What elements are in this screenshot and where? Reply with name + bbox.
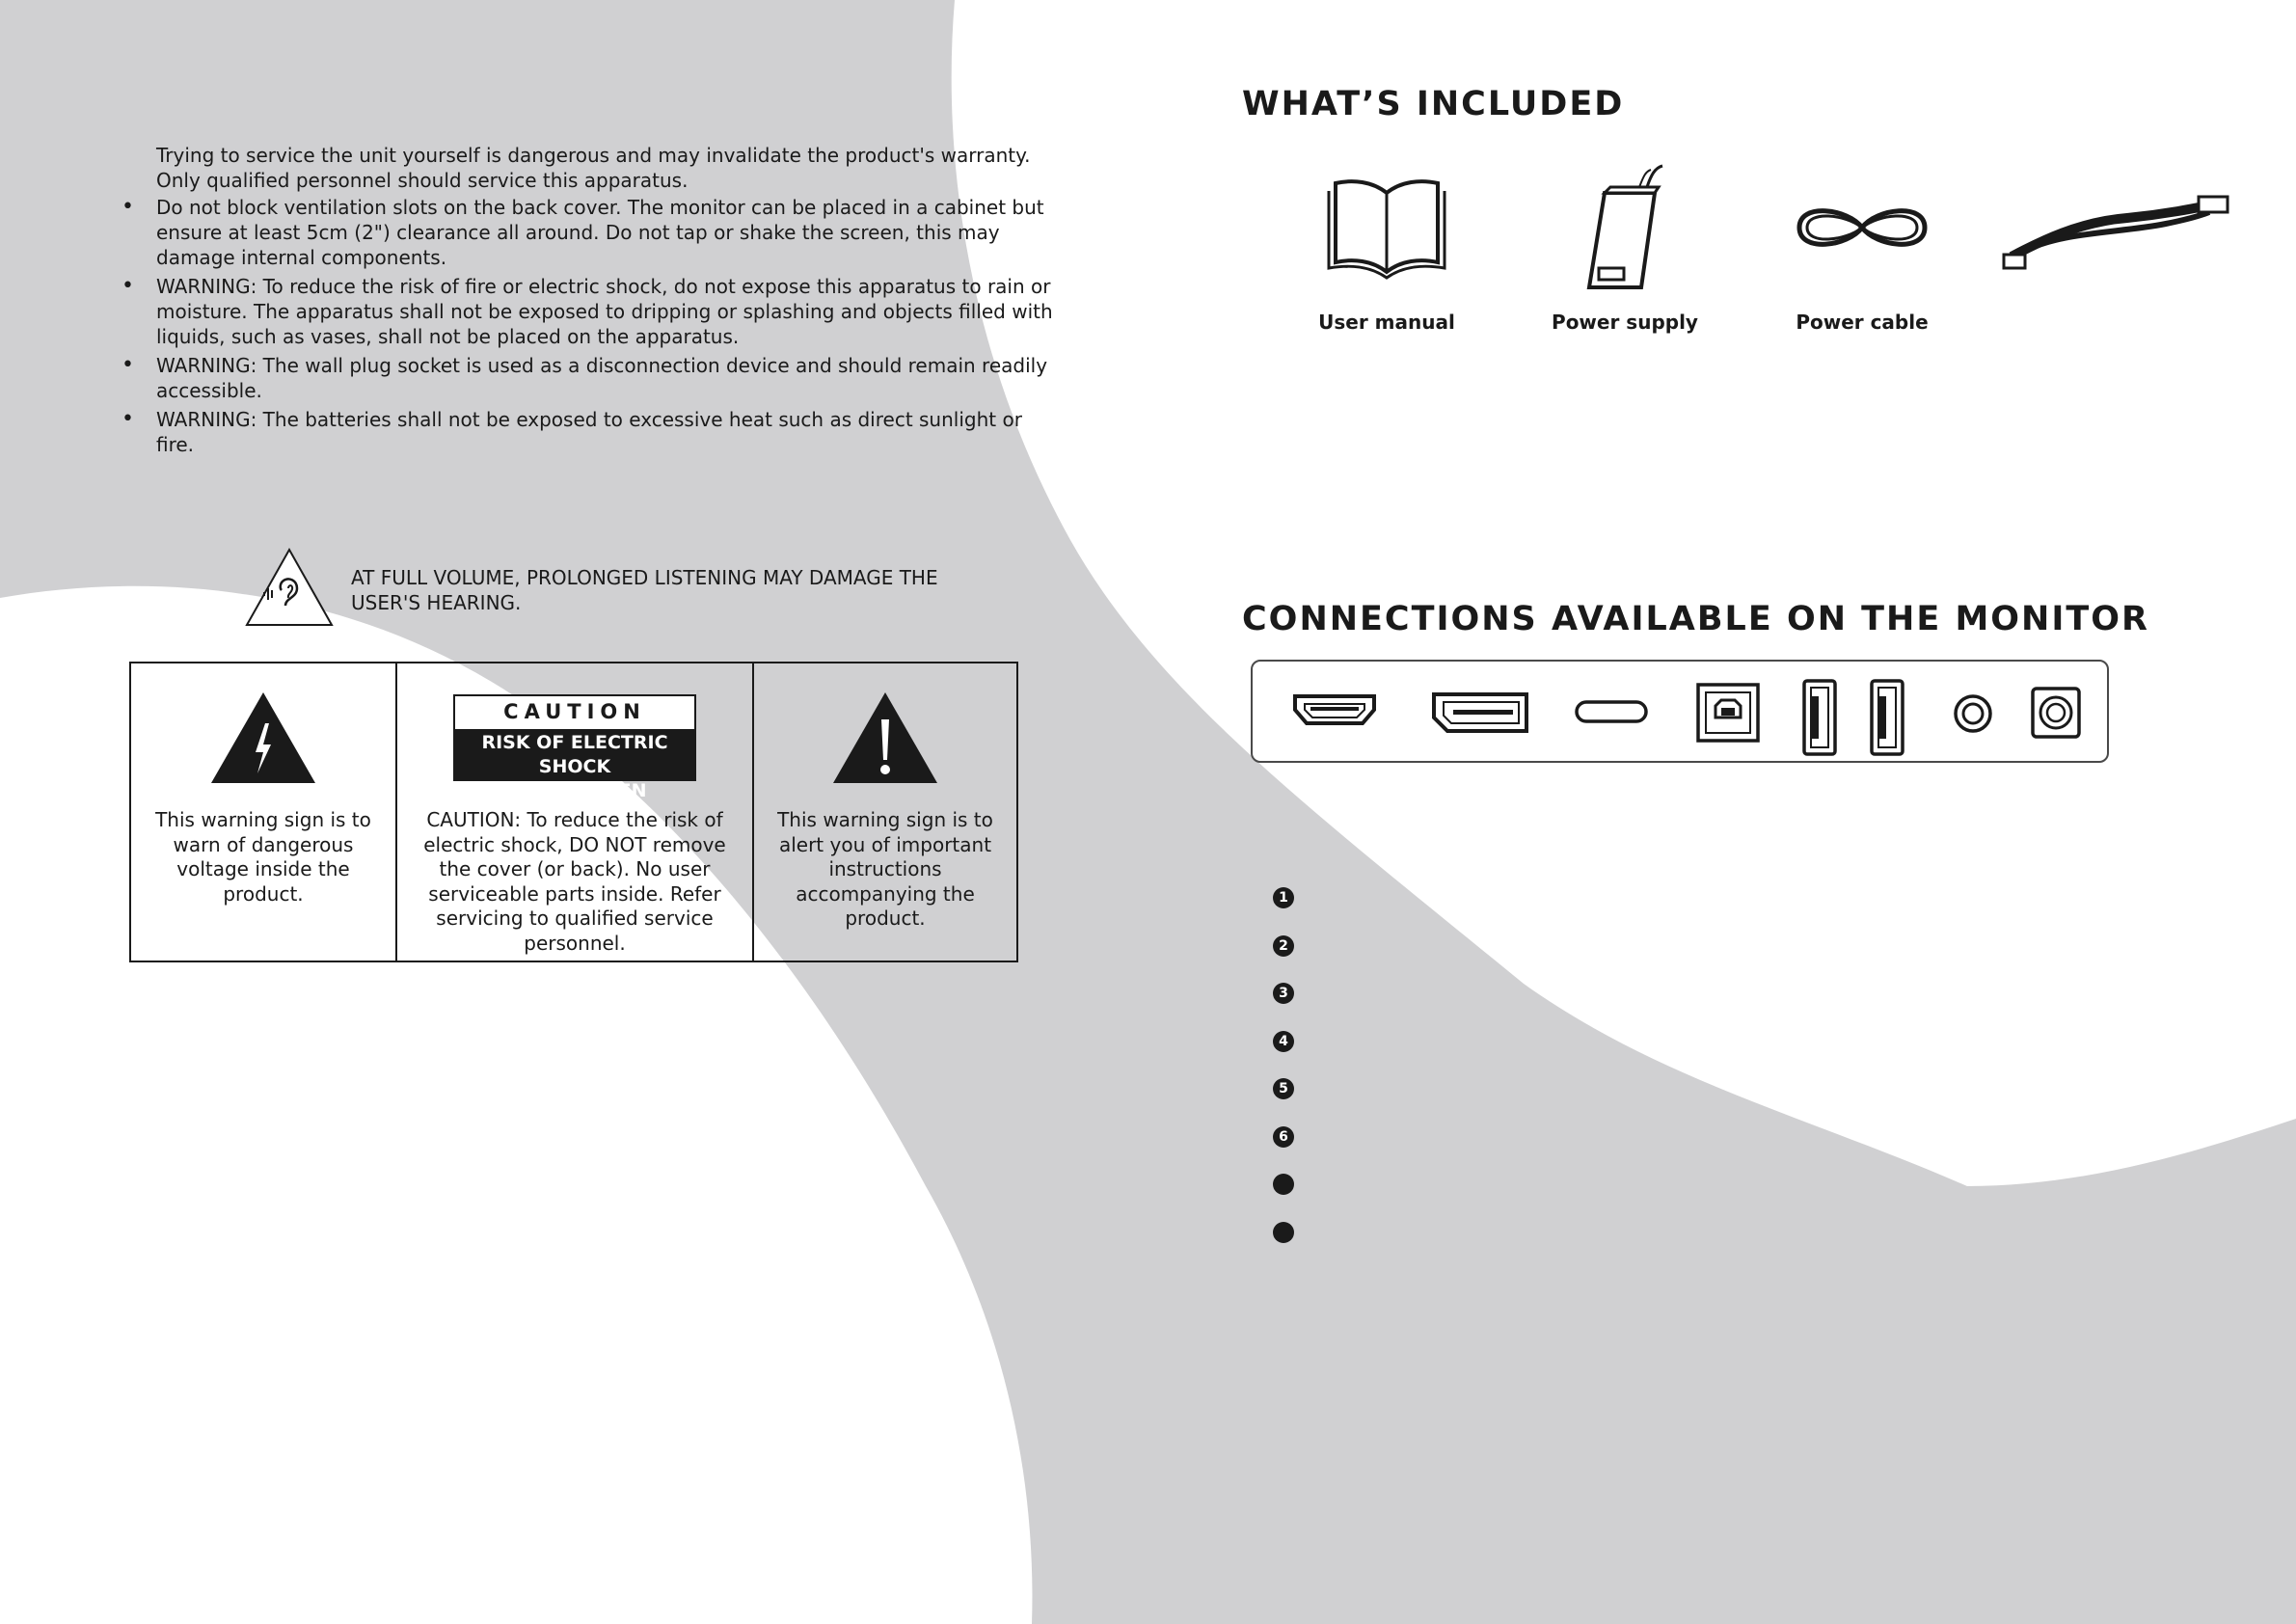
safety-bullet [122, 274, 1057, 349]
caution-cell [397, 663, 754, 961]
hearing-warning-text: AT FULL VOLUME, PROLONGED LISTENING MAY DAMAGE THE USER'S HEARING. [351, 566, 938, 614]
connection-number-marker: 5 [1273, 1078, 1294, 1099]
included-item-label: Power supply [1552, 311, 1698, 334]
caution-banner [453, 729, 696, 801]
connection-number-marker: 3 [1273, 983, 1294, 1004]
bullet-text: WARNING: To reduce the risk of fire or electric shock, do not expose this apparatus to rain or moisture. The apparatus shall not be exposed to dripping or splashing and objects filled with liquids, such as vases, shall not be placed on the apparatus. [156, 275, 1053, 348]
caution-title: CAUTION [503, 700, 646, 723]
voltage-warning-cell [131, 663, 397, 961]
instructions-warning-text: This warning sign is to alert you of important instructions accompanying the product. [777, 808, 993, 930]
connection-number-list [1273, 887, 1331, 1269]
instructions-warning-cell [754, 663, 1016, 961]
connections-heading: CONNECTIONS AVAILABLE ON THE MONITOR [1242, 600, 2149, 638]
displayport-icon [1430, 679, 1530, 746]
connection-number-marker: 4 [1273, 1031, 1294, 1052]
bullet-dot: • [122, 407, 134, 431]
caution-banner-line-1: RISK OF ELECTRIC SHOCK [481, 732, 668, 777]
voltage-warning-text: This warning sign is to warn of dangerous voltage inside the product. [155, 808, 371, 906]
included-item-power-cable [1751, 164, 1973, 334]
ear-warning-triangle-icon [243, 546, 336, 629]
hdmi-port-icon [1291, 679, 1378, 746]
bullet-text: Do not block ventilation slots on the back cover. The monitor can be placed in a cabinet but ensure at least 5cm (2") clearance all around. Do not tap or shake the screen, this may damage internal components. [156, 196, 1044, 269]
connection-number-marker [1273, 1222, 1294, 1243]
usb-c-port-icon [1573, 679, 1650, 746]
dc-in-port-icon [2030, 679, 2082, 746]
usb-a-port-icon [1800, 679, 1839, 756]
connection-number-marker [1273, 1174, 1294, 1195]
connection-number-marker: 6 [1273, 1126, 1294, 1148]
connection-number-marker: 1 [1273, 887, 1294, 908]
bullet-dot: • [122, 274, 134, 298]
safety-bullets [122, 195, 1057, 461]
whats-included-heading: WHAT’S INCLUDED [1242, 85, 1625, 123]
caution-banner-line-2: DO NOT OPEN [502, 780, 647, 801]
audio-jack-icon [1949, 679, 1997, 746]
lightning-triangle-icon [209, 690, 317, 785]
connection-number-marker: 2 [1273, 935, 1294, 957]
included-item-hdmi-cable [2002, 164, 2224, 311]
bullet-dot: • [122, 195, 134, 219]
warning-symbols-table [129, 662, 1018, 962]
included-item-power-supply [1514, 164, 1736, 334]
bullet-text: WARNING: The batteries shall not be exposed to excessive heat such as direct sunlight or fire. [156, 408, 1022, 456]
usb-a-port-icon [1868, 679, 1906, 756]
hdmi-cable-icon [2002, 164, 2233, 289]
safety-bullet [122, 353, 1057, 403]
coiled-cable-icon [1790, 164, 1934, 289]
usb-b-port-icon [1694, 679, 1762, 746]
safety-bullet [122, 407, 1057, 457]
included-item-label: User manual [1318, 311, 1455, 334]
caution-label [453, 694, 696, 801]
exclamation-triangle-icon [831, 690, 939, 785]
book-icon [1324, 164, 1449, 289]
intro-line-1: Trying to service the unit yourself is dangerous and may invalidate the product's warranty. [156, 144, 1031, 167]
power-adapter-icon [1562, 164, 1688, 289]
bullet-dot: • [122, 353, 134, 377]
intro-line-2: Only qualified personnel should service this apparatus. [156, 169, 689, 192]
caution-text: CAUTION: To reduce the risk of electric shock, DO NOT remove the cover (or back). No user serviceable parts inside. Refer servicing to qualified service personnel. [423, 808, 726, 955]
bullet-text: WARNING: The wall plug socket is used as a disconnection device and should remain readily accessible. [156, 354, 1048, 402]
safety-bullet [122, 195, 1057, 270]
included-item-user-manual [1276, 164, 1498, 334]
safety-intro [156, 143, 1053, 193]
monitor-connection-panel [1251, 660, 2109, 763]
included-item-label: Power cable [1796, 311, 1929, 334]
